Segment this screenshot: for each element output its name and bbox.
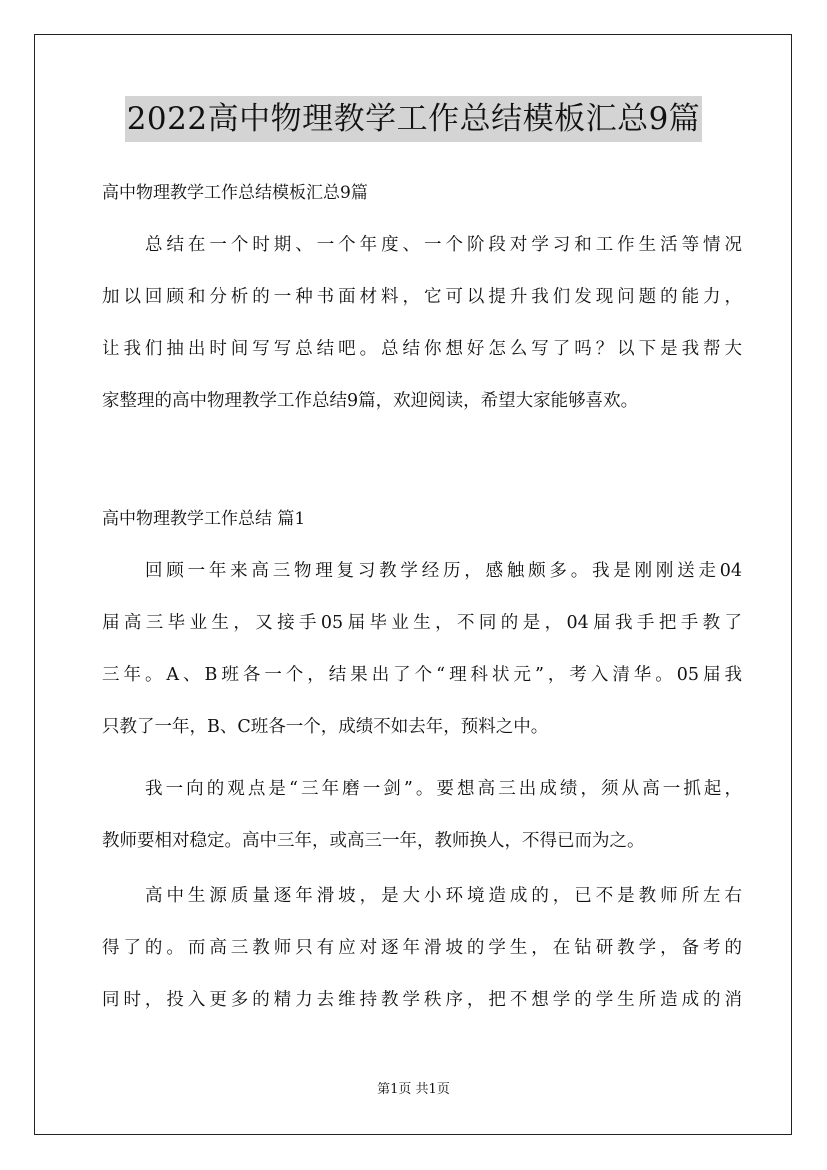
- para1-line-2: 届高三毕业生，又接手05届毕业生，不同的是，04届我手把手教了: [102, 613, 742, 633]
- intro-paragraph: [102, 219, 742, 427]
- para1-line-1: 回顾一年来高三物理复习教学经历，感触颇多。我是刚刚送走04: [145, 561, 742, 581]
- paragraph-3: [102, 870, 742, 1026]
- document-title: 2022高中物理教学工作总结模板汇总9篇: [125, 96, 703, 142]
- intro-line-1: 总结在一个时期、一个年度、一个阶段对学习和工作生活等情况: [145, 235, 742, 255]
- paragraph-1: [102, 545, 742, 753]
- para1-line-4: 只教了一年，B、C班各一个，成绩不如去年，预料之中。: [102, 717, 549, 737]
- section-heading: 高中物理教学工作总结 篇1: [102, 509, 306, 529]
- page-number-footer: 第1页 共1页: [377, 1082, 450, 1097]
- para2-line-1: 我一向的观点是“三年磨一剑”。要想高三出成绩，须从高一抓起，: [145, 779, 742, 799]
- para3-line-2: 得了的。而高三教师只有应对逐年滑坡的学生，在钻研教学，备考的: [102, 938, 742, 958]
- para3-line-3: 同时，投入更多的精力去维持教学秩序，把不想学的学生所造成的消: [102, 990, 742, 1010]
- para1-line-3: 三年。A、B班各一个，结果出了个“理科状元”，考入清华。05届我: [102, 665, 742, 685]
- paragraph-2: [102, 763, 742, 867]
- para2-line-2: 教师要相对稳定。高中三年，或高三一年，教师换人，不得已而为之。: [102, 831, 645, 851]
- title-container: [0, 96, 827, 142]
- intro-line-2: 加以回顾和分析的一种书面材料，它可以提升我们发现问题的能力，: [102, 287, 742, 307]
- para3-line-1: 高中生源质量逐年滑坡，是大小环境造成的，已不是教师所左右: [145, 886, 742, 906]
- intro-line-4: 家整理的高中物理教学工作总结9篇，欢迎阅读，希望大家能够喜欢。: [102, 391, 639, 411]
- intro-line-3: 让我们抽出时间写写总结吧。总结你想好怎么写了吗？以下是我帮大: [102, 339, 742, 359]
- document-subtitle: 高中物理教学工作总结模板汇总9篇: [102, 183, 368, 203]
